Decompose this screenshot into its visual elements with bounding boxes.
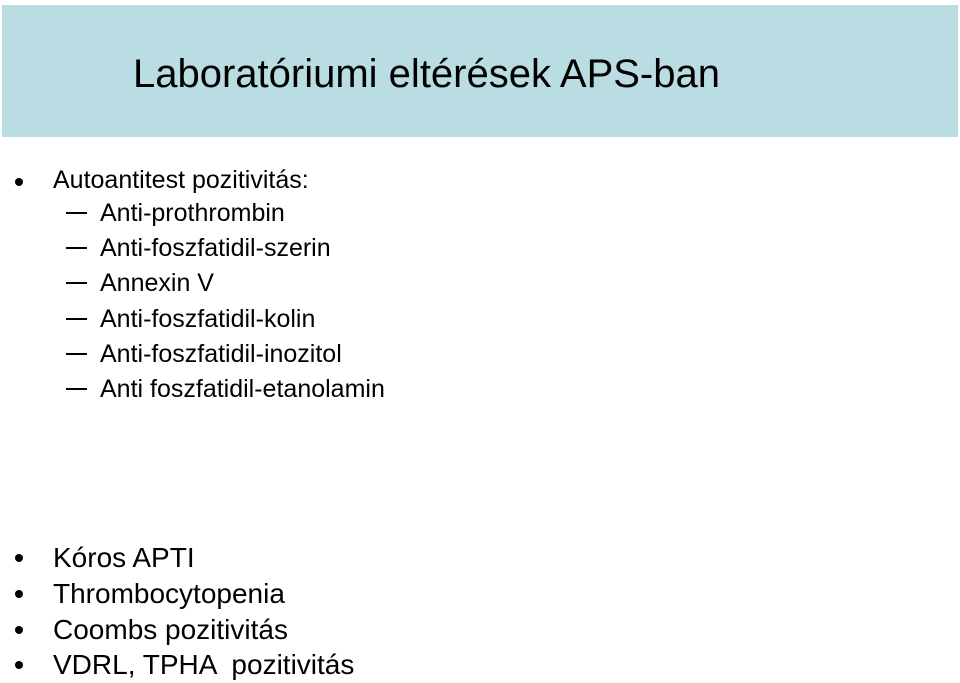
dash-icon bbox=[66, 353, 87, 355]
sub-item: Anti-foszfatidil-inozitol bbox=[100, 340, 342, 368]
lab-finding-item: Kóros APTI bbox=[53, 542, 195, 573]
autoantibody-heading: Autoantitest pozitivitás: bbox=[53, 166, 309, 194]
bullet-icon bbox=[15, 590, 23, 598]
bullet-icon bbox=[15, 626, 23, 634]
sub-item: Annexin V bbox=[100, 269, 214, 297]
dash-icon bbox=[66, 247, 87, 249]
dash-icon bbox=[66, 212, 87, 214]
bullet-icon bbox=[15, 661, 23, 669]
sub-item: Anti foszfatidil-etanolamin bbox=[100, 375, 385, 403]
lab-finding-item: Thrombocytopenia bbox=[53, 578, 285, 609]
lab-finding-item: VDRL, TPHA pozitivitás bbox=[53, 649, 355, 680]
bullet-icon bbox=[15, 178, 23, 186]
bullet-icon bbox=[15, 554, 23, 562]
dash-icon bbox=[66, 282, 87, 284]
slide-title: Laboratóriumi eltérések APS-ban bbox=[133, 52, 720, 96]
dash-icon bbox=[66, 318, 87, 320]
dash-icon bbox=[66, 388, 87, 390]
sub-item: Anti-prothrombin bbox=[100, 199, 285, 227]
sub-item: Anti-foszfatidil-szerin bbox=[100, 234, 331, 262]
sub-item: Anti-foszfatidil-kolin bbox=[100, 305, 316, 333]
lab-finding-item: Coombs pozitivitás bbox=[53, 614, 288, 645]
